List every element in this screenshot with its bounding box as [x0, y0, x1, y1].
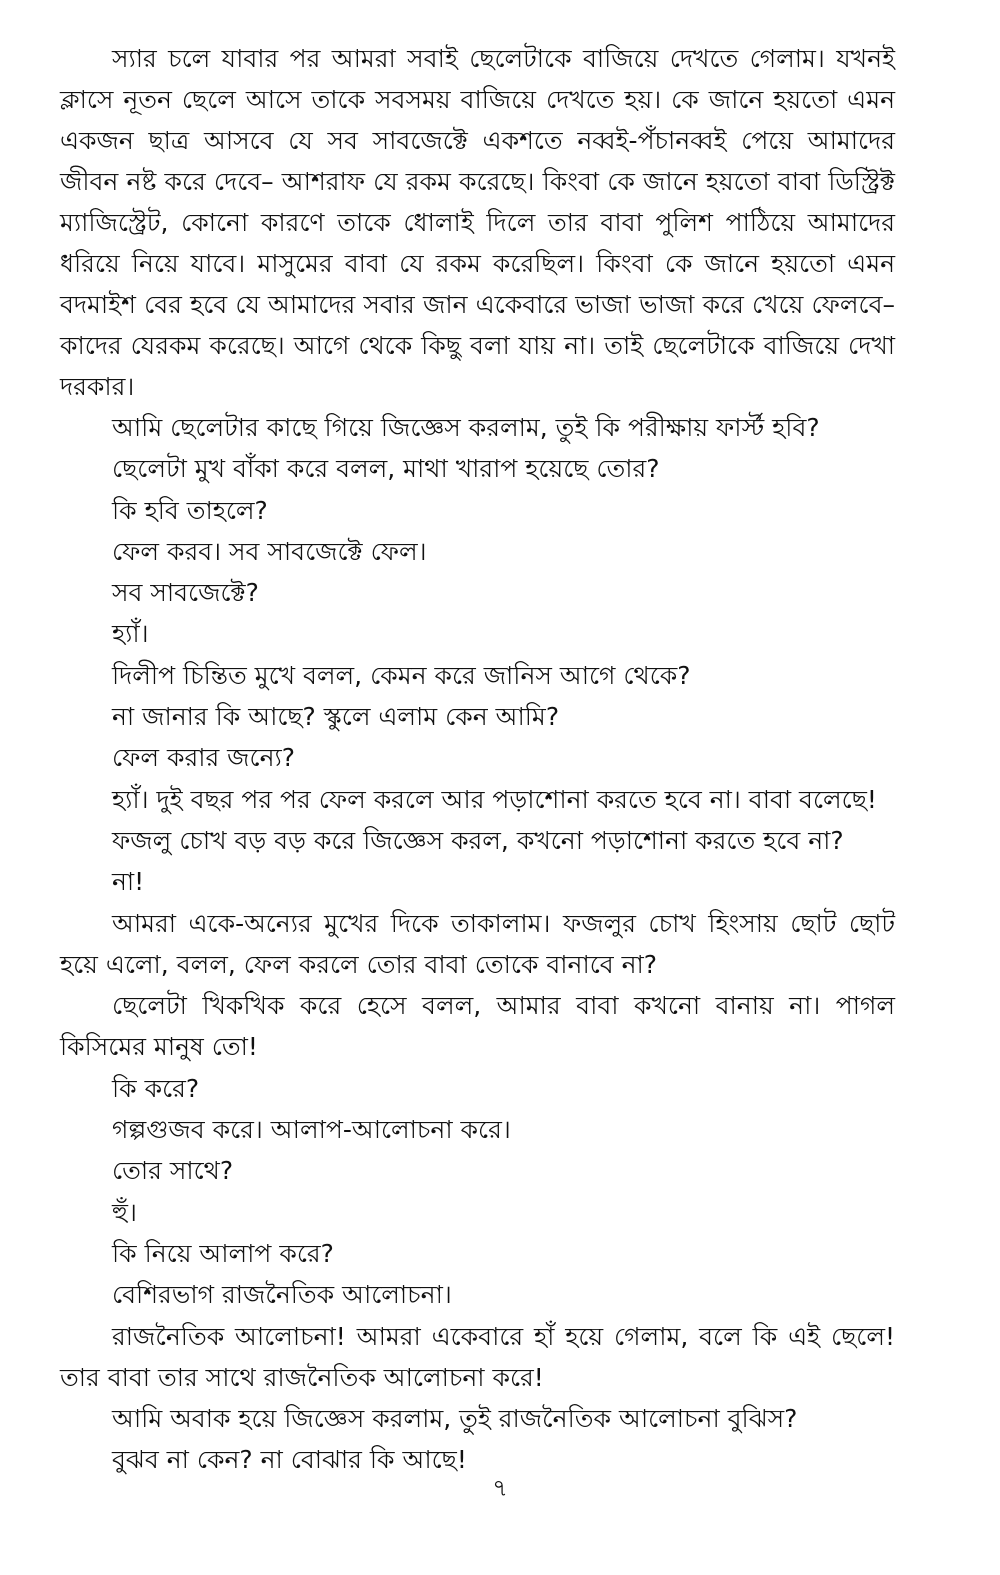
dialogue-line-4: ফেল করব। সব সাবজেক্টে ফেল। — [112, 536, 427, 566]
dialogue-line-19: কি নিয়ে আলাপ করে? — [112, 1238, 334, 1268]
dialogue-line-18: হুঁ। — [112, 1197, 137, 1227]
dialogue-line-16: গল্পগুজব করে। আলাপ-আলোচনা করে। — [112, 1115, 511, 1145]
dialogue-line-5: সব সাবজেক্টে? — [112, 578, 259, 608]
dialogue-line-1: আমি ছেলেটার কাছে গিয়ে জিজ্ঞেস করলাম, তুই কি পরীক্ষায় ফার্স্ট হবি? — [112, 413, 820, 442]
dialogue-line-8: না জানার কি আছে? স্কুলে এলাম কেন আমি? — [112, 702, 560, 732]
dialogue-line-10: হ্যাঁ। দুই বছর পর পর ফেল করলে আর পড়াশোনা করতে হবে না। বাবা বলেছে! — [112, 784, 877, 814]
dialogue-line-14: ছেলেটা খিকখিক করে হেসে বলল, আমার বাবা কখনো বানায় না। পাগল কিসিমের মানুষ তো! — [60, 991, 895, 1062]
dialogue-line-21: রাজনৈতিক আলোচনা! আমরা একেবারে হাঁ হয়ে গেলাম, বলে কি এই ছেলে! তার বাবা তার সাথে রাজনৈতিক আলোচনা করে! — [60, 1321, 895, 1392]
dialogue-line-22: আমি অবাক হয়ে জিজ্ঞেস করলাম, তুই রাজনৈতিক আলোচনা বুঝিস? — [112, 1404, 798, 1434]
dialogue-line-12: না! — [112, 867, 145, 897]
dialogue-line-9: ফেল করার জন্যে? — [112, 743, 296, 773]
dialogue-line-13: আমরা একে-অন্যের মুখের দিকে তাকালাম। ফজলুর চোখ হিংসায় ছোট ছোট হয়ে এলো, বলল, ফেল করলে তোর বাবা তোকে বানাবে না? — [60, 908, 895, 979]
page-number: ৭ — [492, 1474, 508, 1502]
dialogue-line-3: কি হবি তাহলে? — [112, 495, 268, 525]
dialogue-line-2: ছেলেটা মুখ বাঁকা করে বলল, মাথা খারাপ হয়েছে তোর? — [112, 454, 660, 484]
body-text — [60, 38, 895, 1481]
dialogue-line-15: কি করে? — [112, 1073, 200, 1103]
dialogue-line-7: দিলীপ চিন্তিত মুখে বলল, কেমন করে জানিস আগে থেকে? — [112, 660, 691, 690]
dialogue-line-6: হ্যাঁ। — [112, 619, 149, 649]
dialogue-line-20: বেশিরভাগ রাজনৈতিক আলোচনা। — [112, 1280, 452, 1310]
dialogue-line-23: বুঝব না কেন? না বোঝার কি আছে! — [112, 1445, 467, 1475]
opening-paragraph: স্যার চলে যাবার পর আমরা সবাই ছেলেটাকে বাজিয়ে দেখতে গেলাম। যখনই ক্লাসে নূতন ছেলে আসে তাকে সবসময় বাজিয়ে দেখতে হয়। কে জানে হয়তো এমন একজন ছাত্র আসবে যে সব সাবজেক্টে একশতে নব্বই-পঁচানব্বই পেয়ে আমাদের জীবন নষ্ট করে দেবে– আশরাফ যে রকম করেছে। কিংবা কে জানে হয়তো বাবা ডিস্ট্রিক্ট ম্যাজিস্ট্রেট, কোনো কারণে তাকে ধোলাই দিলে তার বাবা পুলিশ পাঠিয়ে আমাদের ধরিয়ে নিয়ে যাবে। মাসুমের বাবা যে রকম করেছিল। কিংবা কে জানে হয়তো এমন বদমাইশ বের হবে যে আমাদের সবার জান একেবারে ভাজা ভাজা করে খেয়ে ফেলবে– কাদের যেরকম করেছে। আগে থেকে কিছু বলা যায় না। তাই ছেলেটাকে বাজিয়ে দেখা দরকার। — [60, 44, 895, 401]
dialogue-line-17: তোর সাথে? — [112, 1156, 234, 1186]
dialogue-line-11: ফজলু চোখ বড় বড় করে জিজ্ঞেস করল, কখনো পড়াশোনা করতে হবে না? — [112, 825, 844, 855]
